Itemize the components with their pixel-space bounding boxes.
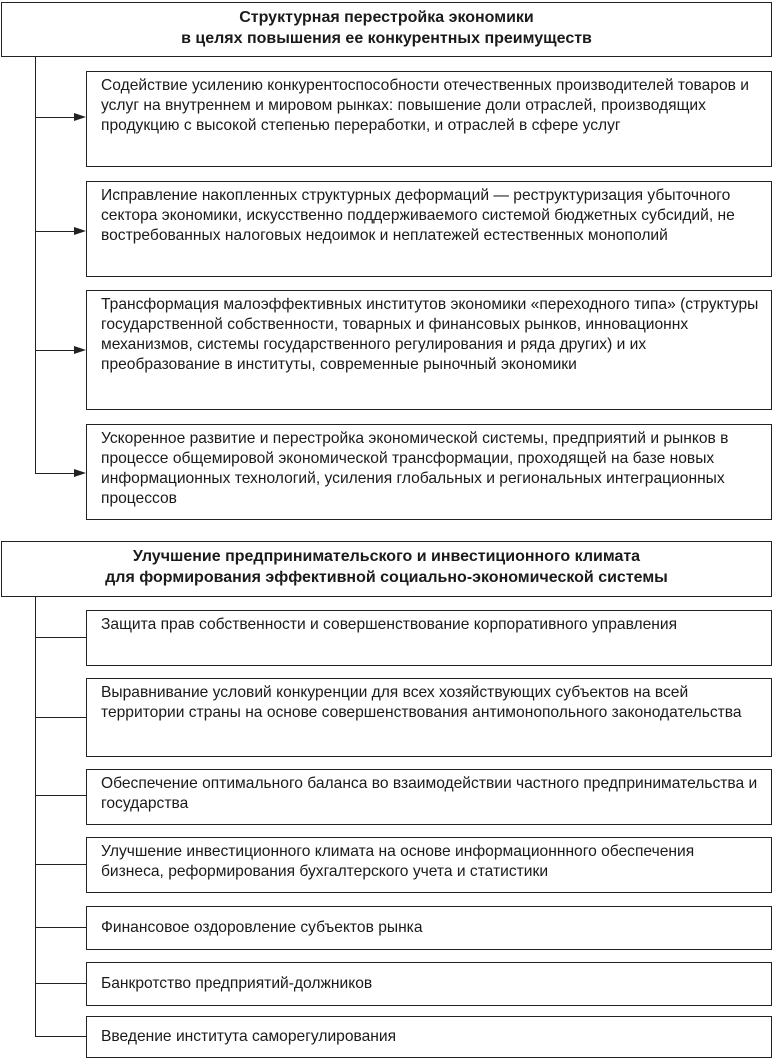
section1-title-line2: в целях повышения ее конкурентных преимуществ bbox=[181, 30, 592, 47]
section2-connector-3 bbox=[35, 795, 86, 796]
section1-header bbox=[1, 2, 772, 57]
item-text: Содействие усилению конкурентоспособности отечественных производителей товаров и услуг на внутреннем и мировом рынках: повышение доли отраслей, производящих продукцию с высокой степенью переработки, и отраслей в сфере услуг bbox=[101, 77, 749, 134]
arrow-icon bbox=[74, 346, 86, 354]
section2-header bbox=[1, 541, 772, 597]
section2-title-line2: для формирования эффективной социально-экономической системы bbox=[105, 569, 668, 586]
section2-item-5 bbox=[86, 906, 772, 950]
section2-item-7 bbox=[86, 1016, 772, 1058]
section1-connector-1 bbox=[35, 117, 75, 118]
item-text: Выравнивание условий конкуренции для всех хозяйствующих субъектов на всей территории страны на основе совершенствования антимонопольного законодательства bbox=[101, 684, 742, 721]
arrow-icon bbox=[74, 227, 86, 235]
section1-item-1 bbox=[86, 71, 772, 167]
section1-connector-trunk bbox=[35, 57, 36, 473]
section2-item-4 bbox=[86, 837, 772, 893]
section1-connector-2 bbox=[35, 231, 75, 232]
item-text: Улучшение инвестиционного климата на основе информационнного обеспечения бизнеса, реформирования бухгалтерского учета и статистики bbox=[101, 843, 695, 880]
section2-title-line1: Улучшение предпринимательского и инвестиционного климата bbox=[132, 548, 641, 565]
section1-connector-3 bbox=[35, 350, 75, 351]
section2-connector-4 bbox=[35, 864, 86, 865]
section2-connector-2 bbox=[35, 717, 86, 718]
section2-connector-5 bbox=[35, 927, 86, 928]
item-text: Финансовое оздоровление субъектов рынка bbox=[101, 919, 423, 936]
section1-title-line1: Структурная перестройка экономики bbox=[239, 9, 534, 26]
section2-connector-7 bbox=[35, 1036, 86, 1037]
section2-item-3 bbox=[86, 769, 772, 825]
arrow-icon bbox=[74, 113, 86, 121]
item-text: Трансформация малоэффективных институтов экономики «переходного типа» (структуры государственной собственности, товарных и финансовых рынков, инновационнх механизмов, системы государственного регулирования и ряда других) и их преобразование в институты, современные рыночный экономики bbox=[101, 296, 759, 373]
section1-item-4 bbox=[86, 424, 772, 520]
item-text: Введение института саморегулирования bbox=[101, 1028, 397, 1045]
section1-connector-4 bbox=[35, 473, 75, 474]
section1-item-2 bbox=[86, 181, 772, 277]
section2-item-2 bbox=[86, 678, 772, 757]
item-text: Защита прав собственности и совершенствование корпоративного управления bbox=[101, 616, 678, 633]
section2-connector-trunk bbox=[35, 597, 36, 1036]
section2-item-6 bbox=[86, 962, 772, 1006]
item-text: Исправление накопленных структурных деформаций — реструктуризация убыточного сектора экономики, искусственно поддерживаемого системой бюджетных субсидий, не востребованных налоговых недоимок и неплатежей естественных монополий bbox=[101, 187, 735, 244]
item-text: Ускоренное развитие и перестройка экономической системы, предприятий и рынков в процессе общемировой экономической трансформации, проходящей на базе новых информационных технологий, усиления глобальных и региональных интеграционных процессов bbox=[101, 430, 729, 507]
item-text: Обеспечение оптимального баланса во взаимодействии частного предпринимательства и государства bbox=[101, 775, 758, 812]
section2-connector-1 bbox=[35, 637, 86, 638]
item-text: Банкротство предприятий-должников bbox=[101, 975, 373, 992]
section2-connector-6 bbox=[35, 983, 86, 984]
section2-item-1 bbox=[86, 610, 772, 666]
arrow-icon bbox=[74, 469, 86, 477]
section1-item-3 bbox=[86, 290, 772, 410]
